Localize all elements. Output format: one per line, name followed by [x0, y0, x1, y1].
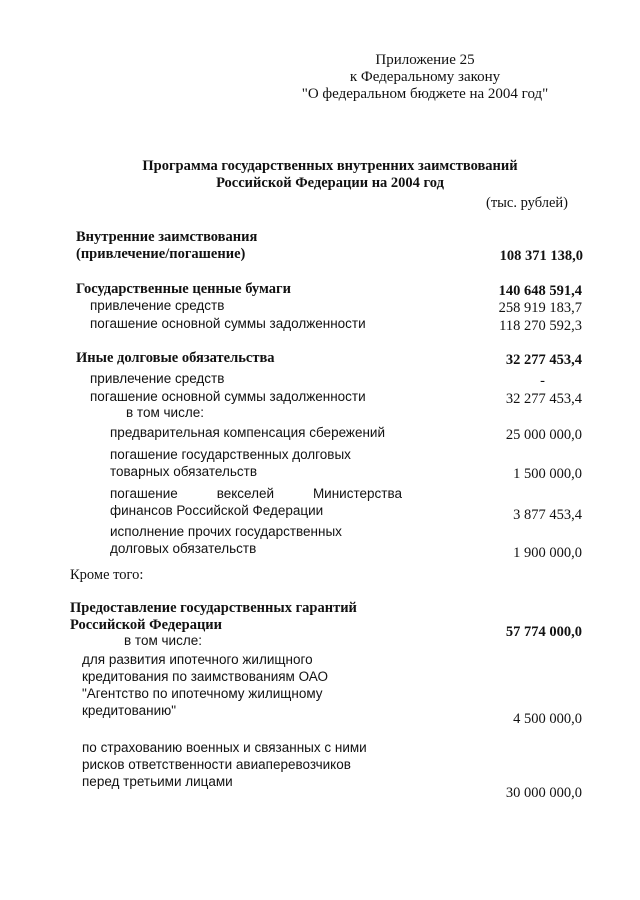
bills-label-2: финансов Российской Федерации	[110, 503, 324, 518]
other-repay-label: погашение основной суммы задолженности	[90, 389, 366, 404]
misc-label-2: долговых обязательств	[110, 541, 257, 556]
commodity-label-1: погашение государственных долговых	[110, 447, 351, 462]
savings-value: 25 000 000,0	[505, 427, 582, 443]
bills-label-1	[110, 486, 402, 501]
aviation-label-3: перед третьими лицами	[82, 774, 233, 789]
mortgage-label-4: кредитованию"	[82, 703, 177, 718]
bills-word-1: погашение	[110, 486, 178, 501]
other-raise-label: привлечение средств	[90, 371, 225, 386]
securities-raise-value: 258 919 183,7	[498, 300, 582, 316]
securities-repay-label: погашение основной суммы задолженности	[90, 316, 366, 331]
mortgage-label-1: для развития ипотечного жилищного	[82, 652, 313, 667]
including-label-1: в том числе:	[126, 405, 204, 420]
securities-value: 140 648 591,4	[498, 283, 582, 299]
other-repay-value: 32 277 453,4	[505, 391, 582, 407]
besides-label: Кроме того:	[70, 567, 144, 583]
units-label: (тыс. рублей)	[486, 195, 568, 211]
mortgage-value: 4 500 000,0	[513, 711, 582, 727]
guarantees-value: 57 774 000,0	[505, 624, 582, 640]
bills-word-2: векселей	[216, 486, 275, 501]
appendix-line-2: к Федеральному закону	[349, 69, 501, 85]
misc-value: 1 900 000,0	[513, 545, 582, 561]
commodity-label-2: товарных обязательств	[110, 464, 257, 479]
other-value: 32 277 453,4	[505, 352, 582, 368]
securities-label: Государственные ценные бумаги	[76, 281, 291, 297]
mortgage-label-2: кредитования по заимствованиям ОАО	[82, 669, 328, 684]
title-line-2: Российской Федерации на 2004 год	[216, 175, 444, 191]
internal-label-1: Внутренние заимствования	[76, 229, 258, 245]
mortgage-label-3: "Агентство по ипотечному жилищному	[82, 686, 323, 701]
internal-value: 108 371 138,0	[499, 248, 583, 264]
securities-raise-label: привлечение средств	[90, 298, 225, 313]
bills-value: 3 877 453,4	[513, 507, 582, 523]
other-raise-value: -	[540, 373, 545, 389]
guarantees-label-1: Предоставление государственных гарантий	[70, 600, 357, 616]
bills-word-3: Министерства	[312, 486, 402, 501]
document-title	[120, 158, 540, 192]
guarantees-label-2: Российской Федерации	[70, 617, 223, 633]
aviation-label-1: по страхованию военных и связанных с ними	[82, 740, 367, 755]
commodity-value: 1 500 000,0	[513, 466, 582, 482]
aviation-label-2: рисков ответственности авиаперевозчиков	[82, 757, 351, 772]
appendix-header	[300, 52, 550, 103]
aviation-value: 30 000 000,0	[505, 785, 582, 801]
title-line-1: Программа государственных внутренних заимствований	[142, 158, 518, 174]
appendix-line-3: "О федеральном бюджете на 2004 год"	[301, 86, 549, 102]
appendix-line-1: Приложение 25	[375, 52, 475, 68]
misc-label-1: исполнение прочих государственных	[110, 524, 342, 539]
other-label: Иные долговые обязательства	[76, 350, 275, 366]
including-label-2: в том числе:	[124, 633, 202, 648]
savings-label: предварительная компенсация сбережений	[110, 425, 386, 440]
securities-repay-value: 118 270 592,3	[499, 318, 582, 334]
internal-label-2: (привлечение/погашение)	[76, 246, 246, 262]
